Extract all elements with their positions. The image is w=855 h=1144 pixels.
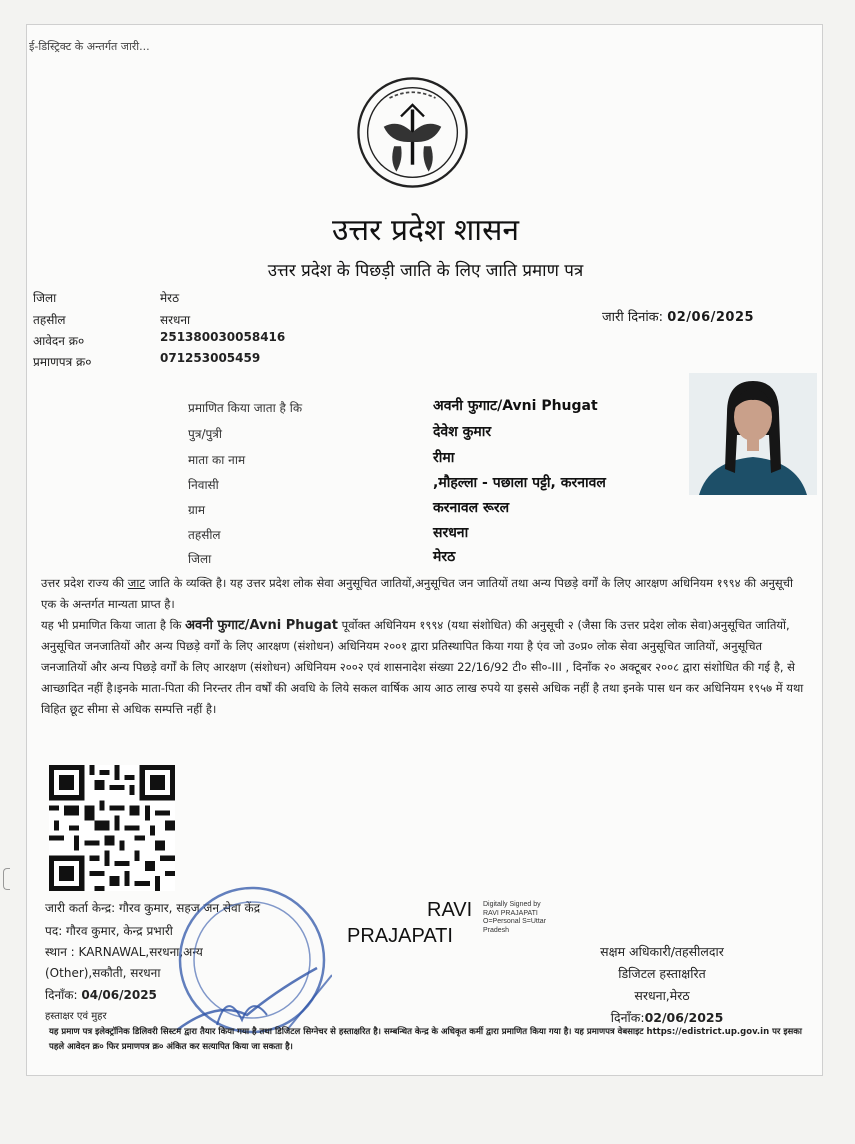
officer-date xyxy=(567,1009,767,1026)
field-label-district: जिला xyxy=(188,552,212,566)
applicant-photo xyxy=(689,373,817,495)
district-detail-value: मेरठ xyxy=(433,549,456,565)
eligibility-statement: यह भी प्रमाणित किया जाता है कि अवनी फुगाट/Avni Phugat पूर्वोक्त अधिनियम १९९४ (यथा संशोधित) की अनुसूची २ (जैसा कि उत्तर प्रदेश लोक सेवा)अनुसूचित जातियों, अनुसूचित जनजातियों और अन्य पिछड़े वर्गों के लिए आरक्षण (संशोधन) अधिनियम २००१ द्वारा प्रतिस्थापित किया गया है एंव जो उ०प्र० लोक सेवा अनुसूचित जातियों, अनुसूचित जनजातियों और अन्य पिछड़े वर्गों के लिए आरक्षण (संशोधन) अधिनियम २००२ एवं शासनादेश संख्या 22/16/92 टी० सी०-III , दिनाँक २० अक्टूबर २००८ द्वारा संशोधित की गई है, से आच्छादित नहीं है।इनके माता-पिता की निरन्तर तीन वर्षों की अवधि के लिये सकल वार्षिक आय आठ लाख रुपये या इससे अधिक नहीं है तथा इनके पास धन कर अधिनियम १९५७ में यथा विहित छूट सीमा से अधिक सम्पत्ति नहीं है। xyxy=(41,618,804,716)
issuer-place-line2: (Other),सकौती, सरधना xyxy=(45,966,161,980)
edistrict-note: ई-डिस्ट्रिक्ट के अन्तर्गत जारी... xyxy=(29,40,150,53)
certificate-number: 071253005459 xyxy=(160,351,261,365)
issuer-place-line1: स्थान : KARNAWAL,सरधना,अन्य xyxy=(45,945,203,959)
application-number: 251380030058416 xyxy=(160,330,286,344)
certificate-label: प्रमाणपत्र क्र० xyxy=(33,355,92,369)
signer-name-line1: RAVI xyxy=(427,899,473,921)
father-name: देवेश कुमार xyxy=(433,424,492,440)
field-label-resident: निवासी xyxy=(188,478,219,492)
digital-signature-details: Digitally Signed by RAVI PRAJAPATI O=Personal S=Uttar Pradesh xyxy=(483,901,547,934)
issuing-center: जारी कर्ता केन्द्र: गौरव कुमार, सहज जन सेवा केंद्र xyxy=(45,901,261,915)
officer-date-value: 02/06/2025 xyxy=(644,1010,724,1025)
officer-title: सक्षम अधिकारी/तहसीलदार xyxy=(600,944,724,959)
field-label-mother: माता का नाम xyxy=(188,453,246,467)
page-edge-mark xyxy=(3,868,10,890)
village-value: करनावल रूरल xyxy=(433,500,510,516)
district-label: जिला xyxy=(33,291,57,305)
officer-date-label: दिनाँक: xyxy=(610,1010,645,1025)
qr-code-icon xyxy=(49,765,175,891)
government-title: उत्तर प्रदेश शासन xyxy=(331,213,519,248)
tehsil-label: तहसील xyxy=(33,313,66,327)
verification-footer: यह प्रमाण पत्र इलेक्ट्रॉनिक डिलिवरी सिस्टम द्वारा तैयार किया गया है तथा डिजिटल सिग्नेचर से हस्ताक्षरित है। सम्बन्धित केन्द्र के अधिकृत कर्मी द्वारा प्रमाणित किया गया है। यह प्रमाणपत्र वेबसाइट https://edistrict.up.gov.in पर इसका पहले आवेदन क्र० फिर प्रमाणपत्र क्र० अंकित कर सत्यापित किया जा सकता है। xyxy=(49,1027,802,1052)
signature-seal-label: हस्ताक्षर एवं मुहर xyxy=(45,1011,107,1022)
issue-date-value: 02/06/2025 xyxy=(667,310,755,325)
applicant-name: अवनी फुगाट/Avni Phugat xyxy=(433,398,598,414)
certificate-title: उत्तर प्रदेश के पिछड़ी जाति के लिए जाति प्रमाण पत्र xyxy=(267,261,584,281)
field-label-parent: पुत्र/पुत्री xyxy=(188,427,223,441)
resident-address: ,मौहल्ला - पछाला पट्टी, करनावल xyxy=(433,475,606,491)
field-label-certify: प्रमाणित किया जाता है कि xyxy=(188,401,303,415)
up-emblem-icon xyxy=(355,75,470,190)
officer-place: सरधना,मेरठ xyxy=(634,988,690,1003)
statement-applicant-name: अवनी फुगाट/Avni Phugat xyxy=(185,618,339,633)
issuer-post: पद: गौरव कुमार, केन्द्र प्रभारी xyxy=(45,924,173,938)
application-label: आवेदन क्र० xyxy=(33,334,85,348)
field-label-village: ग्राम xyxy=(188,503,206,517)
signer-name-line2: PRAJAPATI xyxy=(347,925,453,947)
issuer-date-label: दिनाँक: xyxy=(45,988,78,1002)
mother-name: रीमा xyxy=(433,450,455,466)
caste-statement: उत्तर प्रदेश राज्य की जाट जाति के व्यक्ति है। यह उत्तर प्रदेश लोक सेवा अनुसूचित जातियों,अनुसूचित जन जातियों तथा अन्य पिछड़े वर्गों के लिए आरक्षण अधिनियम १९९४ की अनुसूची एक के अन्तर्गत मान्यता प्राप्त है। xyxy=(41,576,793,611)
issue-date xyxy=(602,307,754,325)
tehsil-detail-value: सरधना xyxy=(433,525,469,541)
issuer-date xyxy=(45,986,157,1003)
issuer-date-value: 04/06/2025 xyxy=(81,988,157,1002)
district-value: मेरठ xyxy=(160,291,180,305)
caste-name: जाट xyxy=(127,576,146,590)
certificate-sheet xyxy=(26,24,823,1076)
officer-signed: डिजिटल हस्ताक्षरित xyxy=(618,966,706,981)
issue-date-label: जारी दिनांक: xyxy=(602,310,664,325)
tehsil-value: सरधना xyxy=(160,313,191,327)
field-label-tehsil: तहसील xyxy=(188,528,221,542)
